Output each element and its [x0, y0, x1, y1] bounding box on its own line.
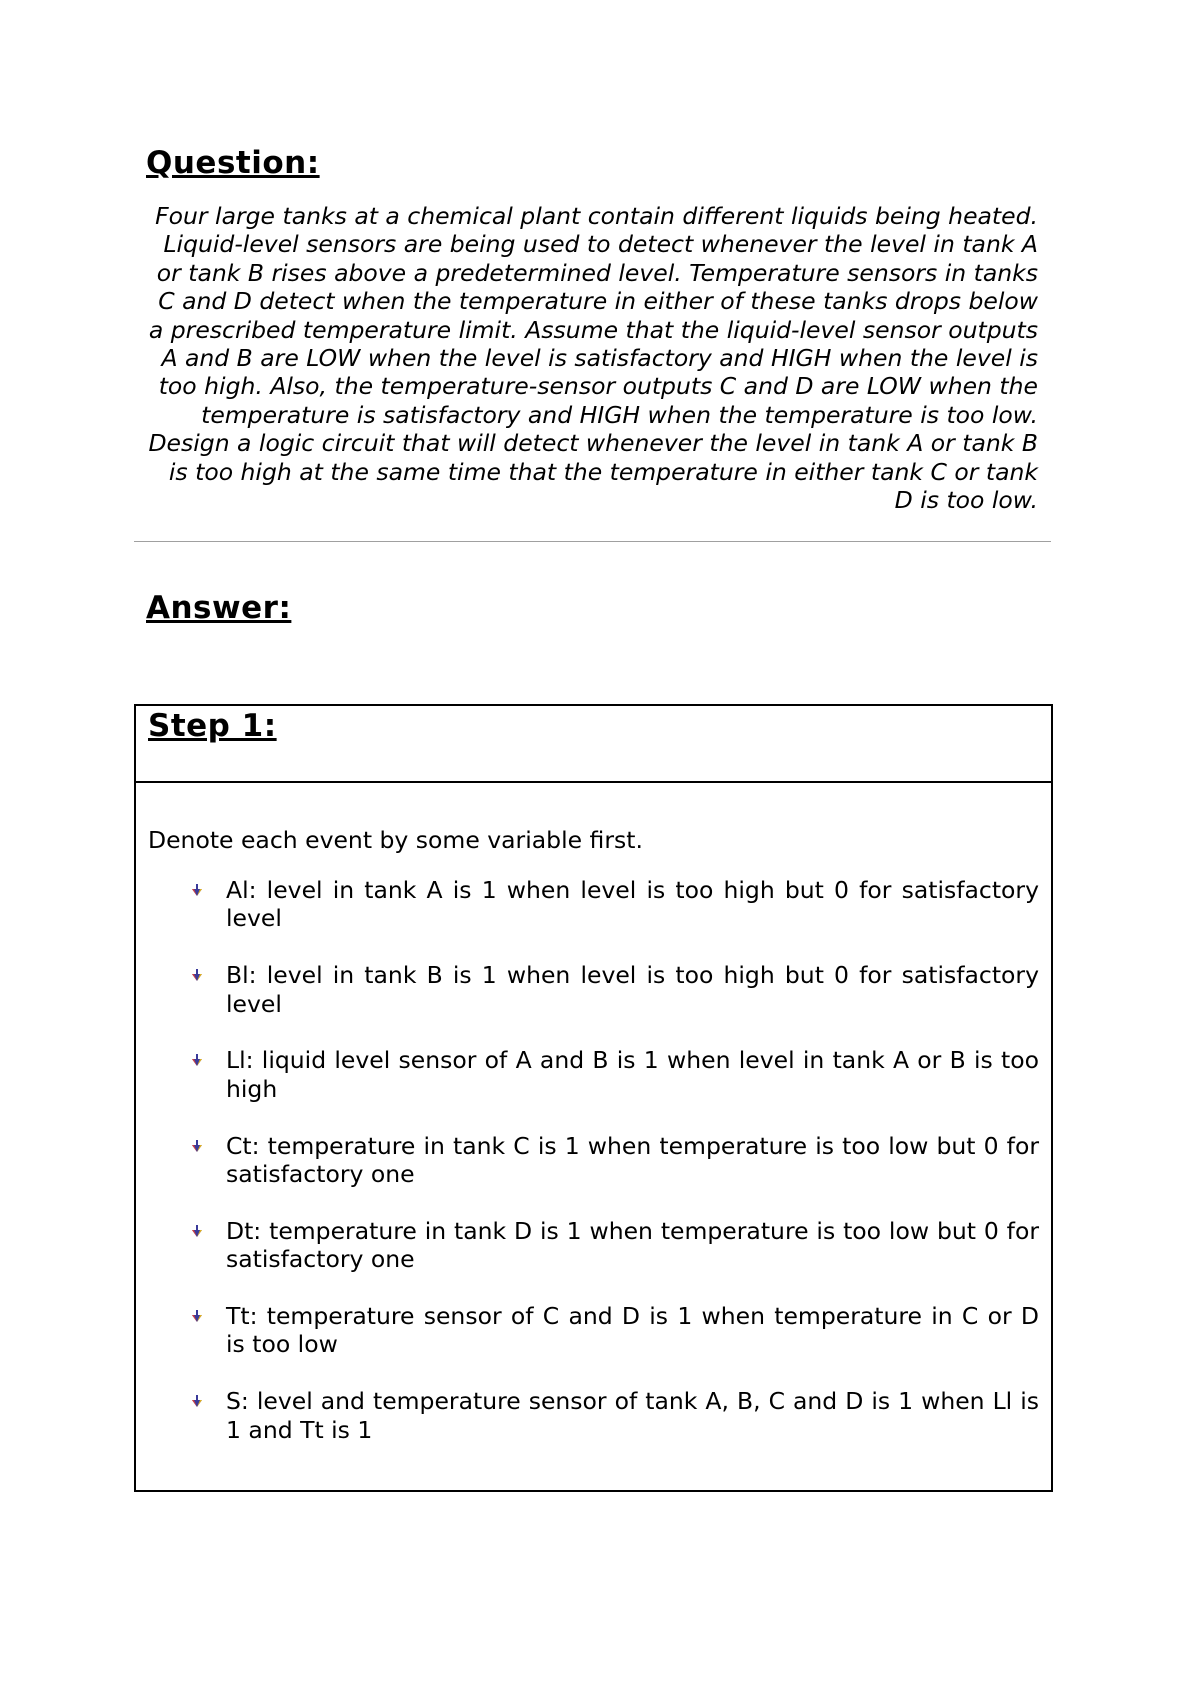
arrow-bullet-icon — [189, 884, 205, 898]
list-item — [136, 1046, 1051, 1103]
step-1-header — [136, 706, 1051, 783]
arrow-bullet-icon — [189, 1310, 205, 1324]
arrow-bullet-icon — [189, 1395, 205, 1409]
section-divider — [134, 541, 1051, 542]
list-item — [136, 1387, 1051, 1444]
answer-heading: Answer: — [146, 590, 292, 626]
list-item-text: S: level and temperature sensor of tank A, B, C and D is 1 when Ll is 1 and Tt is 1 — [226, 1387, 1039, 1444]
list-item-text: Ll: liquid level sensor of A and B is 1 when level in tank A or B is too high — [226, 1046, 1039, 1103]
variable-list — [136, 876, 1051, 1472]
step-1-intro: Denote each event by some variable first. — [148, 826, 643, 854]
question-text: Four large tanks at a chemical plant contain different liquids being heated. Liquid-level sensors are being used to detect whenever the level in tank A or tank B rises above a predetermined level. Temperature sensors in tanks C and D detect when the temperature in either of these tanks drops below a prescribed temperature limit. Assume that the liquid-level sensor outputs A and B are LOW when the level is satisfactory and HIGH when the level is too high. Also, the temperature-sensor outputs C and D are LOW when the temperature is satisfactory and HIGH when the temperature is too low. Design a logic circuit that will detect whenever the level in tank A or tank B is too high at the same time that the temperature in either tank C or tank D is too low. — [148, 202, 1038, 515]
arrow-bullet-icon — [189, 1225, 205, 1239]
step-1-box — [134, 704, 1053, 1492]
step-1-title: Step 1: — [148, 708, 277, 744]
list-item-text: Al: level in tank A is 1 when level is too high but 0 for satisfactory level — [226, 876, 1039, 933]
list-item-text: Ct: temperature in tank C is 1 when temperature is too low but 0 for satisfactory one — [226, 1131, 1039, 1189]
arrow-bullet-icon — [189, 1054, 205, 1068]
list-item — [136, 1132, 1051, 1189]
list-item — [136, 876, 1051, 933]
list-item — [136, 961, 1051, 1018]
arrow-bullet-icon — [189, 1140, 205, 1154]
question-heading: Question: — [146, 145, 320, 181]
arrow-bullet-icon — [189, 969, 205, 983]
list-item — [136, 1217, 1051, 1274]
list-item-text: Dt: temperature in tank D is 1 when temperature is too low but 0 for satisfactory one — [226, 1216, 1039, 1274]
list-item — [136, 1302, 1051, 1359]
list-item-text: Bl: level in tank B is 1 when level is too high but 0 for satisfactory level — [226, 961, 1039, 1018]
list-item-text: Tt: temperature sensor of C and D is 1 when temperature in C or D is too low — [226, 1302, 1039, 1359]
